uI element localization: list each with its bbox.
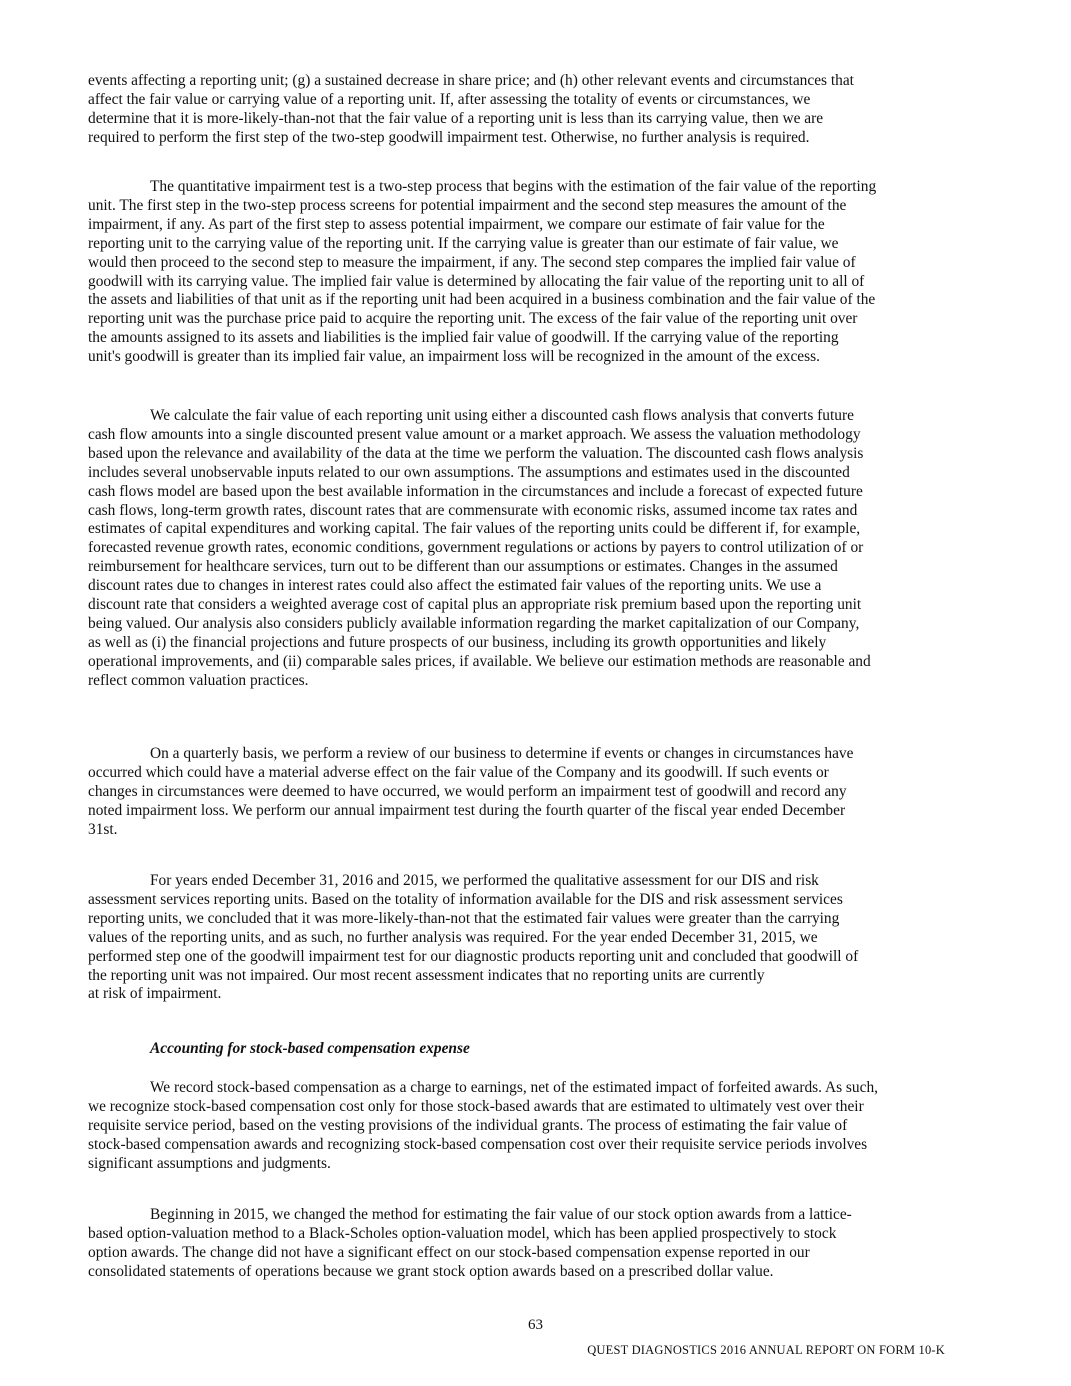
paragraph-text [88,1206,986,1282]
text-line: estimates of capital expenditures and working capital. The fair values of the reporting units could be different if, for example, [88,520,861,538]
text-line: values of the reporting units, and as such, no further analysis was required. For the year ended December 31, 2015, we [88,928,818,946]
paragraph-text [88,745,986,840]
text-line: cash flows, long-term growth rates, discount rates that are commensurate with economic risks, assumed income tax rates and [88,501,858,519]
text-line: events affecting a reporting unit; (g) a sustained decrease in share price; and (h) other relevant events and circumstances that [88,72,854,89]
text-line: Beginning in 2015, we changed the method for estimating the fair value of our stock option awards from a lattice- [150,1206,852,1223]
text-line: unit's goodwill is greater than its implied fair value, an impairment loss will be recognized in the amount of the excess. [88,348,820,366]
paragraph-quantitative-test [88,178,986,367]
text-line: operational improvements, and (ii) comparable sales prices, if available. We believe our estimation methods are reasonable and [88,652,871,670]
text-line: changes in circumstances were deemed to have occurred, we would perform an impairment test of goodwill and record any [88,782,847,800]
paragraph-qualitative-assessment [88,872,986,1004]
text-line: assessment services reporting units. Based on the totality of information available for the DIS and risk assessment services [88,890,843,908]
text-line: We calculate the fair value of each reporting unit using either a discounted cash flows analysis that converts future [150,407,854,424]
text-line: based option-valuation method to a Black-Scholes option-valuation model, which has been applied prospectively to stock [88,1224,837,1242]
text-line: goodwill with its carrying value. The implied fair value is determined by allocating the fair value of the reporting unit to all of [88,272,865,290]
report-title-footer: QUEST DIAGNOSTICS 2016 ANNUAL REPORT ON FORM 10-K [587,1343,945,1357]
text-line: based upon the relevance and availability of the data at the time we perform the valuation. The discounted cash flows analysis [88,444,864,462]
paragraph-text [88,872,986,1004]
paragraph-text [88,178,986,367]
text-line: discount rate that considers a weighted average cost of capital plus an appropriate risk premium based upon the reporting unit [88,596,862,614]
text-line: the reporting unit was not impaired. Our most recent assessment indicates that no reporting units are currently [88,966,765,984]
text-line: consolidated statements of operations because we grant stock option awards based on a prescribed dollar value. [88,1262,774,1280]
text-line: the assets and liabilities of that unit as if the reporting unit had been acquired in a business combination and the fair value of the [88,291,876,309]
text-line: stock-based compensation awards and recognizing stock-based compensation cost over their requisite service periods involves [88,1135,868,1153]
text-line: unit. The first step in the two-step process screens for potential impairment and the second step measures the amount of the [88,196,847,214]
text-line: 31st. [88,820,118,838]
paragraph-text [88,1079,986,1174]
paragraph-option-valuation-change [88,1206,986,1282]
text-line: significant assumptions and judgments. [88,1154,331,1172]
text-line: We record stock-based compensation as a charge to earnings, net of the estimated impact of forfeited awards. As such, [150,1079,878,1096]
page-number: 63 [528,1317,543,1333]
text-line: reporting units, we concluded that it was more-likely-than-not that the estimated fair values were greater than the carrying [88,909,840,927]
text-line: cash flow amounts into a single discounted present value amount or a market approach. We assess the valuation methodology [88,425,861,443]
text-line: On a quarterly basis, we perform a review of our business to determine if events or changes in circumstances have [150,745,854,762]
section-heading: Accounting for stock-based compensation expense [150,1040,470,1057]
text-line: required to perform the first step of the two-step goodwill impairment test. Otherwise, no further analysis is required. [88,128,810,146]
text-line: includes several unobservable inputs related to our own assumptions. The assumptions and estimates used in the discounted [88,463,850,481]
paragraph-text [88,407,986,691]
text-line: impairment, if any. As part of the first step to assess potential impairment, we compare our estimate of fair value for the [88,215,825,233]
text-line: affect the fair value or carrying value of a reporting unit. If, after assessing the totality of events or circumstances, we [88,90,811,108]
text-line: being valued. Our analysis also considers publicly available information regarding the market capitalization of our Company, [88,614,860,632]
paragraph-text [88,72,986,148]
paragraph-stock-compensation [88,1079,986,1174]
text-line: The quantitative impairment test is a two-step process that begins with the estimation of the fair value of the reporting [150,178,877,195]
text-line: requisite service period, based on the vesting provisions of the individual grants. The process of estimating the fair value of [88,1116,848,1134]
text-line: noted impairment loss. We perform our annual impairment test during the fourth quarter of the fiscal year ended December [88,801,846,819]
text-line: performed step one of the goodwill impairment test for our diagnostic products reporting unit and concluded that goodwill of [88,947,859,965]
text-line: option awards. The change did not have a significant effect on our stock-based compensation expense reported in our [88,1243,810,1261]
text-line: For years ended December 31, 2016 and 2015, we performed the qualitative assessment for our DIS and risk [150,872,819,889]
text-line: determine that it is more-likely-than-not that the fair value of a reporting unit is less than its carrying value, then we are [88,109,824,127]
text-line: reporting unit to the carrying value of the reporting unit. If the carrying value is greater than our estimate of fair value, we [88,234,839,252]
text-line: at risk of impairment. [88,985,222,1003]
text-line: reflect common valuation practices. [88,671,309,689]
text-line: the amounts assigned to its assets and liabilities is the implied fair value of goodwill. If the carrying value of the reporting [88,329,839,347]
paragraph-quarterly-review [88,745,986,840]
text-line: we recognize stock-based compensation cost only for those stock-based awards that are estimated to ultimately vest over their [88,1097,864,1115]
text-line: cash flows model are based upon the best available information in the circumstances and include a forecast of expected future [88,482,863,500]
text-line: forecasted revenue growth rates, economic conditions, government regulations or actions by payers to control utilization of or [88,539,864,557]
text-line: as well as (i) the financial projections and future prospects of our business, including its growth opportunities and likely [88,633,827,651]
text-line: reimbursement for healthcare services, turn out to be different than our assumptions or estimates. Changes in the assumed [88,558,838,576]
paragraph-fair-value-calculation [88,407,986,691]
text-line: discount rates due to changes in interest rates could also affect the estimated fair values of the reporting units. We use a [88,577,822,595]
paragraph-goodwill-events [88,72,986,148]
text-line: reporting unit was the purchase price paid to acquire the reporting unit. The excess of the fair value of the reporting unit over [88,310,858,328]
text-line: would then proceed to the second step to measure the impairment, if any. The second step compares the implied fair value of [88,253,856,271]
text-line: occurred which could have a material adverse effect on the fair value of the Company and its goodwill. If such events or [88,763,829,781]
